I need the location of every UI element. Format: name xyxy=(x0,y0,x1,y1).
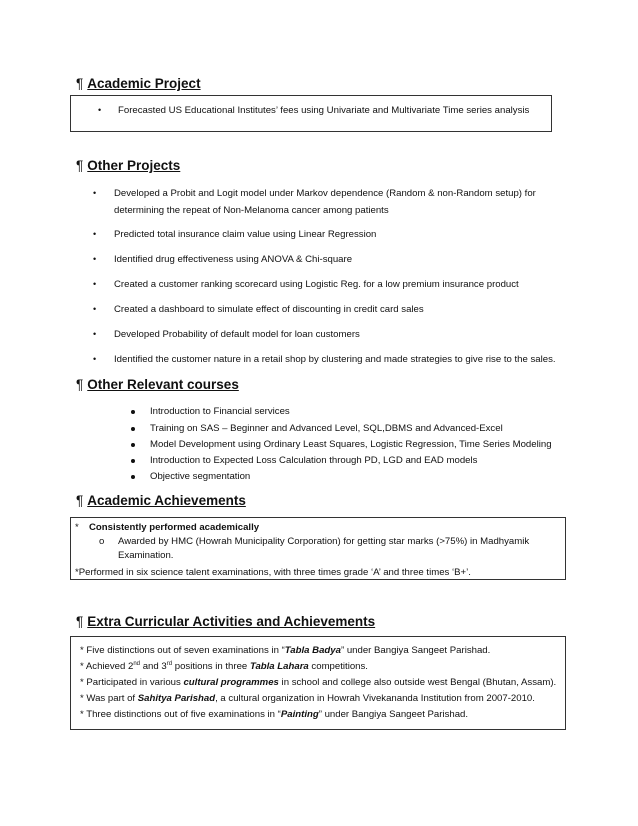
activity-emphasis: Tabla Lahara xyxy=(249,661,309,672)
bullet-icon: • xyxy=(93,354,97,364)
heading-relevant-courses xyxy=(76,377,239,392)
superscript: nd xyxy=(133,660,141,667)
activity-text: in school and college also outside west Bengal (Bhutan, Assam). xyxy=(278,677,557,688)
activity-line xyxy=(80,708,468,721)
activity-text: * Five distinctions out of seven examinations in “ xyxy=(80,645,285,656)
list-item: Identified drug effectiveness using ANOVA & Chi-square xyxy=(114,254,353,265)
activity-line xyxy=(80,692,535,705)
achievement-line: Consistently performed academically xyxy=(89,522,260,533)
bullet-dot-icon xyxy=(131,427,135,431)
list-item-continuation: determining the repeat of Non-Melanoma cancer among patients xyxy=(114,205,389,216)
activity-text: ” under Bangiya Sangeet Parishad. xyxy=(318,709,469,720)
pilcrow-icon: ¶ xyxy=(76,76,84,91)
pilcrow-icon: ¶ xyxy=(76,493,84,508)
activity-text: * Participated in various xyxy=(80,677,184,688)
section-title: Academic Achievements xyxy=(87,493,246,508)
list-item: Training on SAS – Beginner and Advanced Level, SQL,DBMS and Advanced-Excel xyxy=(150,423,503,434)
list-item: Created a dashboard to simulate effect of discounting in credit card sales xyxy=(114,304,424,315)
activity-text: competitions. xyxy=(308,661,368,672)
list-item: Predicted total insurance claim value using Linear Regression xyxy=(114,229,377,240)
bullet-icon: • xyxy=(93,254,97,264)
list-item: Created a customer ranking scorecard using Logistic Reg. for a low premium insurance product xyxy=(114,279,519,290)
activity-line xyxy=(80,644,490,657)
activity-text: positions in three xyxy=(172,661,250,672)
bullet-icon: • xyxy=(93,188,97,198)
list-item: Identified the customer nature in a retail shop by clustering and made strategies to give rise to the sales. xyxy=(114,354,556,365)
achievement-line: Examination. xyxy=(118,550,174,561)
activity-line xyxy=(80,676,556,689)
list-item: Introduction to Expected Loss Calculation through PD, LGD and EAD models xyxy=(150,455,478,466)
bullet-dot-icon xyxy=(131,459,135,463)
section-title: Extra Curricular Activities and Achievements xyxy=(87,614,376,629)
sub-bullet-icon: o xyxy=(99,536,105,547)
list-item: Developed a Probit and Logit model under Markov dependence (Random & non-Random setup) for xyxy=(114,188,536,199)
list-item: Model Development using Ordinary Least Squares, Logistic Regression, Time Series Modeling xyxy=(150,439,552,450)
activity-emphasis: cultural programmes xyxy=(183,677,279,688)
heading-academic-project xyxy=(76,76,201,91)
heading-academic-achievements xyxy=(76,493,246,508)
pilcrow-icon: ¶ xyxy=(76,377,84,392)
achievement-line: *Performed in six science talent examinations, with three times grade ‘A’ and three times ‘B+’. xyxy=(75,567,471,578)
bullet-icon: • xyxy=(93,329,97,339)
list-item: Introduction to Financial services xyxy=(150,406,290,417)
pilcrow-icon: ¶ xyxy=(76,614,84,629)
bullet-icon: • xyxy=(93,229,97,239)
activity-text: and 3 xyxy=(140,661,167,672)
list-item: Developed Probability of default model for loan customers xyxy=(114,329,360,340)
list-item: Forecasted US Educational Institutes’ fees using Univariate and Multivariate Time series analysis xyxy=(118,105,530,116)
bullet-dot-icon xyxy=(131,410,135,414)
activity-text: , a cultural organization in Howrah Vivekananda Institution from 2007-2010. xyxy=(215,693,535,704)
bullet-dot-icon xyxy=(131,443,135,447)
activity-text: * Three distinctions out of five examinations in “ xyxy=(80,709,281,720)
achievement-line: Awarded by HMC (Howrah Municipality Corporation) for getting star marks (>75%) in Madhyamik xyxy=(118,536,530,547)
star-bullet-icon: * xyxy=(75,522,79,533)
academic-project-box xyxy=(70,95,552,132)
activity-emphasis: Sahitya Parishad xyxy=(137,693,216,704)
pilcrow-icon: ¶ xyxy=(76,158,84,173)
activity-text: * Achieved 2 xyxy=(80,661,134,672)
list-item: Objective segmentation xyxy=(150,471,251,482)
heading-extra-curricular xyxy=(76,614,375,629)
activity-line xyxy=(80,660,368,673)
activity-text: * Was part of xyxy=(80,693,138,704)
bullet-icon: • xyxy=(93,279,97,289)
superscript: rd xyxy=(166,660,173,667)
activity-text: ” under Bangiya Sangeet Parishad. xyxy=(340,645,491,656)
bullet-icon: • xyxy=(93,304,97,314)
bullet-icon: • xyxy=(98,105,102,115)
section-title: Other Relevant courses xyxy=(87,377,239,392)
activity-emphasis: Tabla Badya xyxy=(284,645,341,656)
activity-emphasis: Painting xyxy=(280,709,319,720)
section-title: Academic Project xyxy=(87,76,201,91)
academic-achievements-box xyxy=(70,517,566,580)
extra-curricular-box xyxy=(70,636,566,730)
bullet-dot-icon xyxy=(131,475,135,479)
section-title: Other Projects xyxy=(87,158,181,173)
heading-other-projects xyxy=(76,158,180,173)
